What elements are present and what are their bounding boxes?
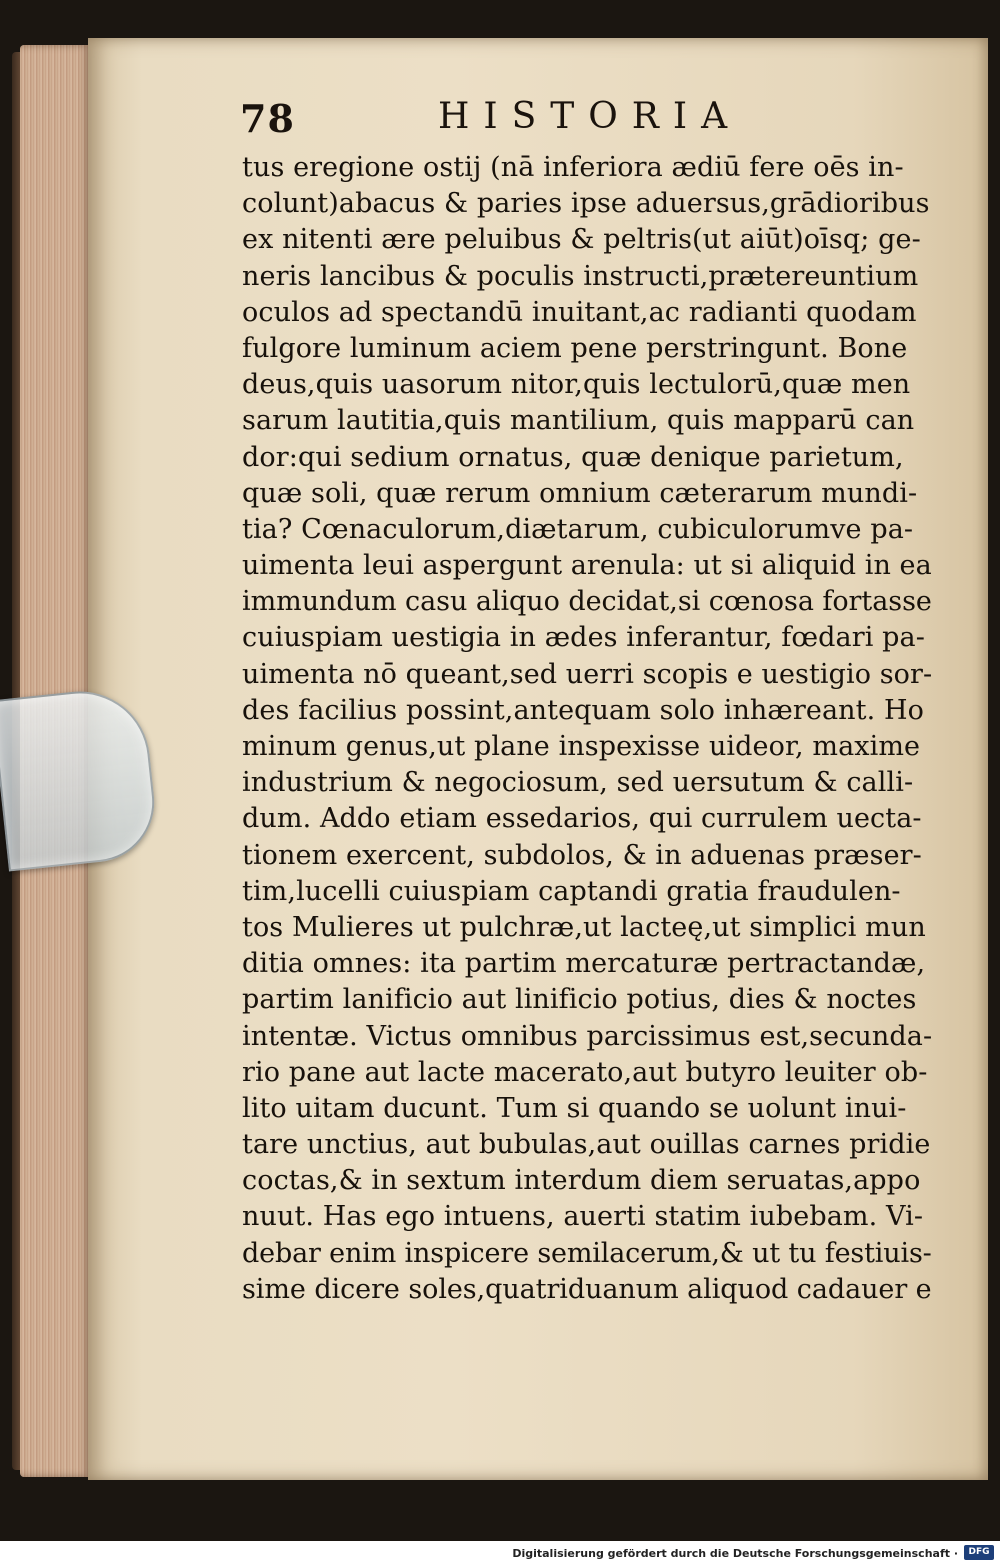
text-line: uimenta nō queant,sed uerri scopis e uestigio sor- — [242, 658, 933, 690]
text-line: fulgore luminum aciem pene perstringunt. Bone — [242, 332, 908, 364]
footer-bar — [0, 1541, 1000, 1563]
text-line: uimenta leui aspergunt arenula: ut si aliquid in ea — [242, 550, 932, 582]
text-line: cuiuspiam uestigia in ædes inferantur, fœdari pa- — [242, 622, 925, 654]
text-line: immundum casu aliquo decidat,si cœnosa fortasse — [242, 586, 932, 618]
text-line: industrium & negociosum, sed uersutum & calli- — [242, 767, 914, 799]
running-head: HISTORIA — [438, 96, 742, 137]
text-line: tos Mulieres ut pulchræ,ut lacteę,ut simplici mun — [242, 911, 926, 943]
text-line: tia? Cœnaculorum,diætarum, cubiculorumve pa- — [242, 513, 914, 545]
text-line: tare unctius, aut bubulas,aut ouillas carnes pridie — [242, 1129, 931, 1161]
text-line: tim,lucelli cuiuspiam captandi gratia fraudulen- — [242, 875, 901, 907]
text-line: oculos ad spectandū inuitant,ac radianti quodam — [242, 296, 917, 328]
page-number: 78 — [240, 96, 295, 141]
text-line: quæ soli, quæ rerum omnium cæterarum mundi- — [242, 477, 918, 509]
body-text — [242, 150, 932, 1308]
text-line: intentæ. Victus omnibus parcissimus est,secunda- — [242, 1020, 933, 1052]
text-line: neris lancibus & poculis instructi,prætereuntium — [242, 260, 919, 292]
text-line: des facilius possint,antequam solo inhæreant. Ho — [242, 694, 924, 726]
text-line: nuut. Has ego intuens, auerti statim iubebam. Vi- — [242, 1201, 924, 1233]
text-line: lito uitam ducunt. Tum si quando se uolunt inui- — [242, 1092, 907, 1124]
text-line: dor:qui sedium ornatus, quæ denique parietum, — [242, 441, 904, 473]
text-line: tus eregione ostij (nā inferiora ædiū fere oēs in- — [242, 152, 904, 183]
digitization-credit: Digitalisierung gefördert durch die Deutsche Forschungsgemeinschaft · — [512, 1547, 958, 1560]
text-line: colunt)abacus & paries ipse aduersus,grādioribus — [242, 188, 930, 220]
text-line: minum genus,ut plane inspexisse uideor, maxime — [242, 731, 921, 762]
text-line: sime dicere soles,quatriduanum aliquod cadauer e — [242, 1273, 932, 1305]
text-line: partim lanificio aut linificio potius, dies & noctes — [242, 984, 917, 1016]
text-line: tionem exercent, subdolos, & in aduenas præser- — [242, 839, 922, 871]
page-header — [240, 96, 940, 146]
text-line: debar enim inspicere semilacerum,& ut tu festiuis- — [242, 1237, 932, 1269]
text-line: ditia omnes: ita partim mercaturæ pertractandæ, — [242, 948, 926, 980]
text-line: rio pane aut lacte macerato,aut butyro leuiter ob- — [242, 1056, 928, 1088]
dfg-logo: DFG — [964, 1545, 994, 1560]
text-line: dum. Addo etiam essedarios, qui currulem uecta- — [242, 803, 922, 835]
text-line: ex nitenti ære peluibus & peltris(ut aiūt)oīsq; ge- — [242, 224, 921, 256]
text-line: coctas,& in sextum interdum diem seruatas,appo — [242, 1165, 921, 1197]
text-line: sarum lautitia,quis mantilium, quis mapparū can — [242, 405, 915, 437]
text-line: deus,quis uasorum nitor,quis lectulorū,quæ men — [242, 369, 911, 401]
